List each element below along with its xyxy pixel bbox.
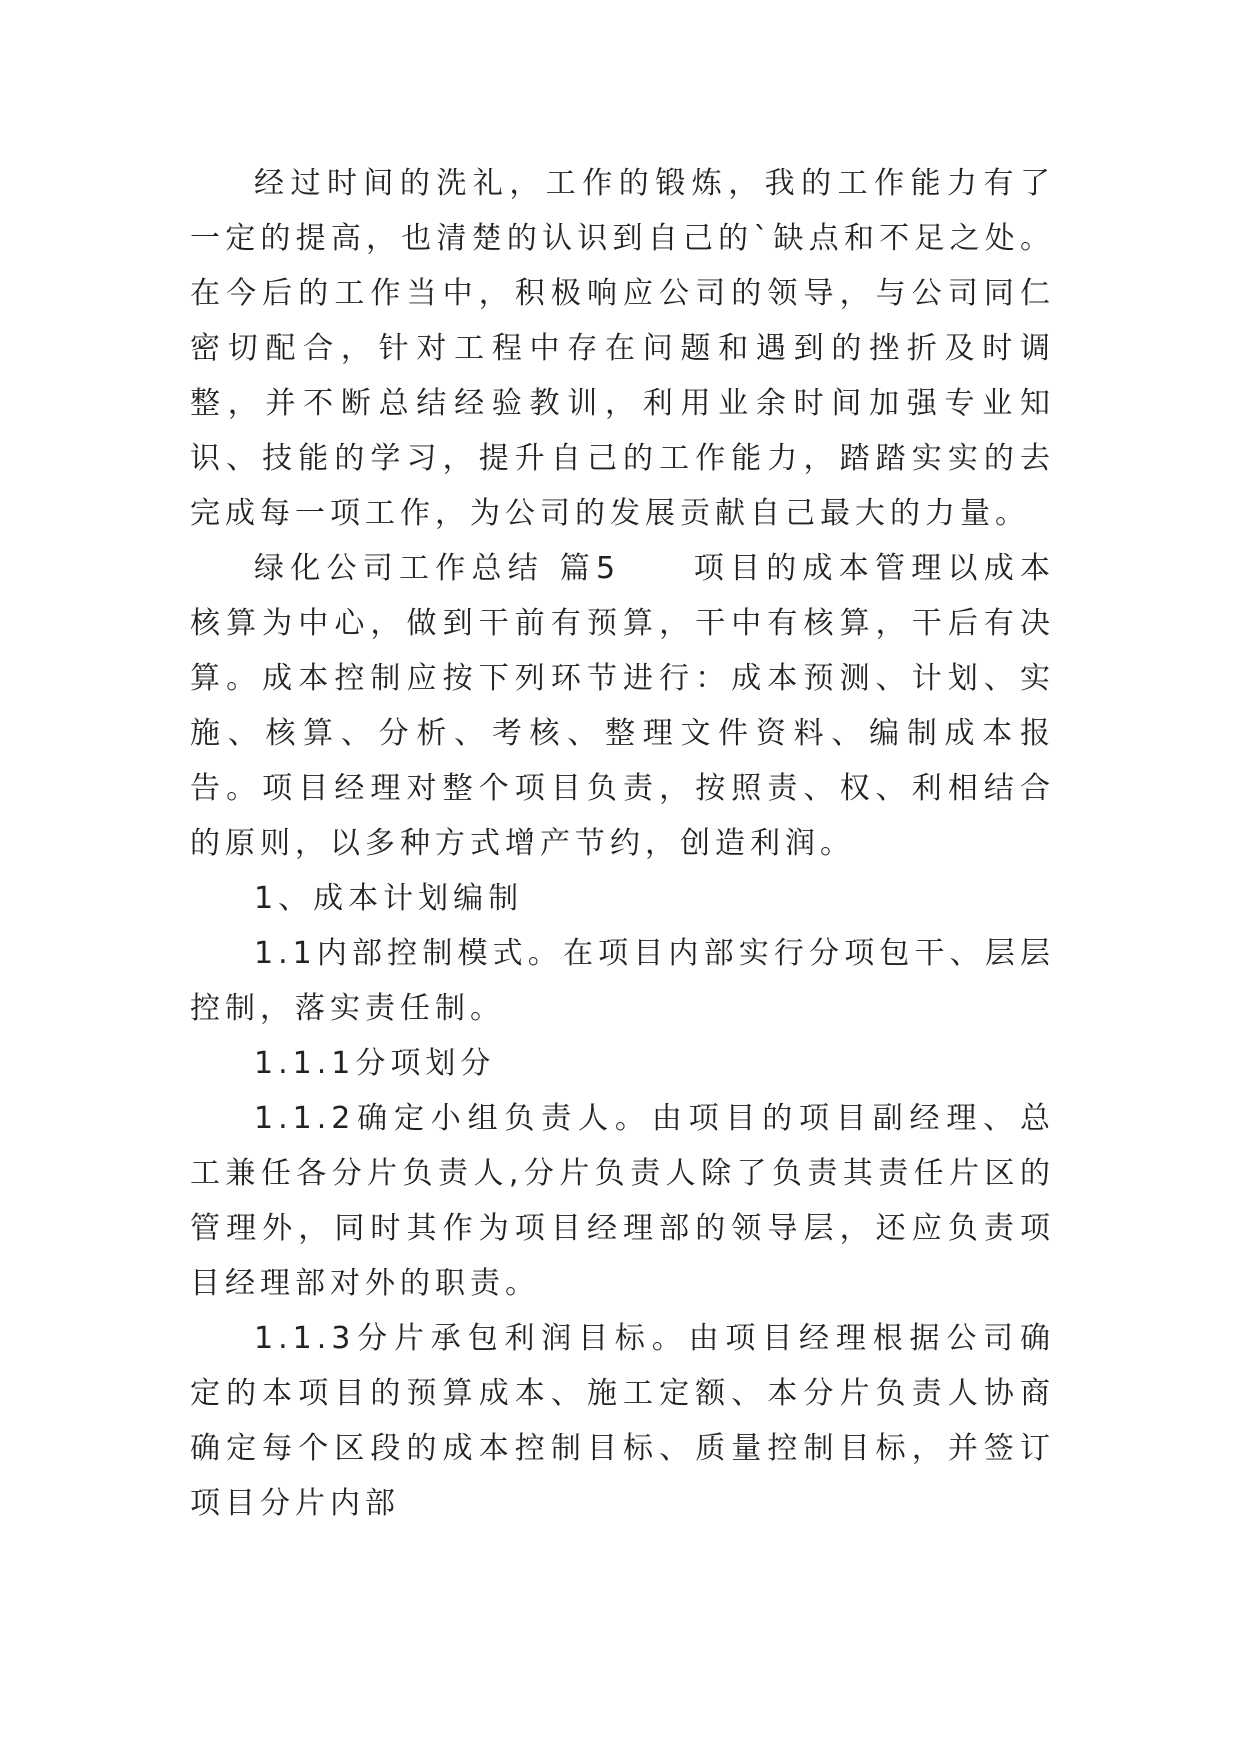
paragraph-profit-targets: 1.1.3分片承包利润目标。由项目经理根据公司确定的本项目的预算成本、施工定额、本分片负责人协商确定每个区段的成本控制目标、质量控制目标，并签订项目分片内部 <box>190 1321 1055 1521</box>
paragraph-team-leaders: 1.1.2确定小组负责人。由项目的项目副经理、总工兼任各分片负责人,分片负责人除了负责其责任片区的管理外，同时其作为项目经理部的领导层，还应负责项目经理部对外的职责。 <box>190 1101 1055 1301</box>
heading-item-division: 1.1.1分项划分 <box>254 1046 496 1081</box>
heading-cost-plan: 1、成本计划编制 <box>254 881 524 916</box>
paragraph-work-ability: 经过时间的洗礼，工作的锻炼，我的工作能力有了一定的提高，也清楚的认识到自己的`缺点和不足之处。在今后的工作当中，积极响应公司的领导，与公司同仁密切配合，针对工程中存在问题和遇到的挫折及时调整，并不断总结经验教训，利用业余时间加强专业知识、技能的学习，提升自己的工作能力，踏踏实实的去完成每一项工作，为公司的发展贡献自己最大的力量。 <box>190 166 1055 531</box>
paragraph-internal-control: 1.1内部控制模式。在项目内部实行分项包干、层层控制，落实责任制。 <box>190 936 1055 1026</box>
paragraph-cost-management: 绿化公司工作总结 篇5 项目的成本管理以成本核算为中心，做到干前有预算，干中有核算，干后有决算。成本控制应按下列环节进行：成本预测、计划、实施、核算、分析、考核、整理文件资料、编制成本报告。项目经理对整个项目负责，按照责、权、利相结合的原则，以多种方式增产节约，创造利润。 <box>190 551 1055 861</box>
document-body <box>190 156 1055 1531</box>
